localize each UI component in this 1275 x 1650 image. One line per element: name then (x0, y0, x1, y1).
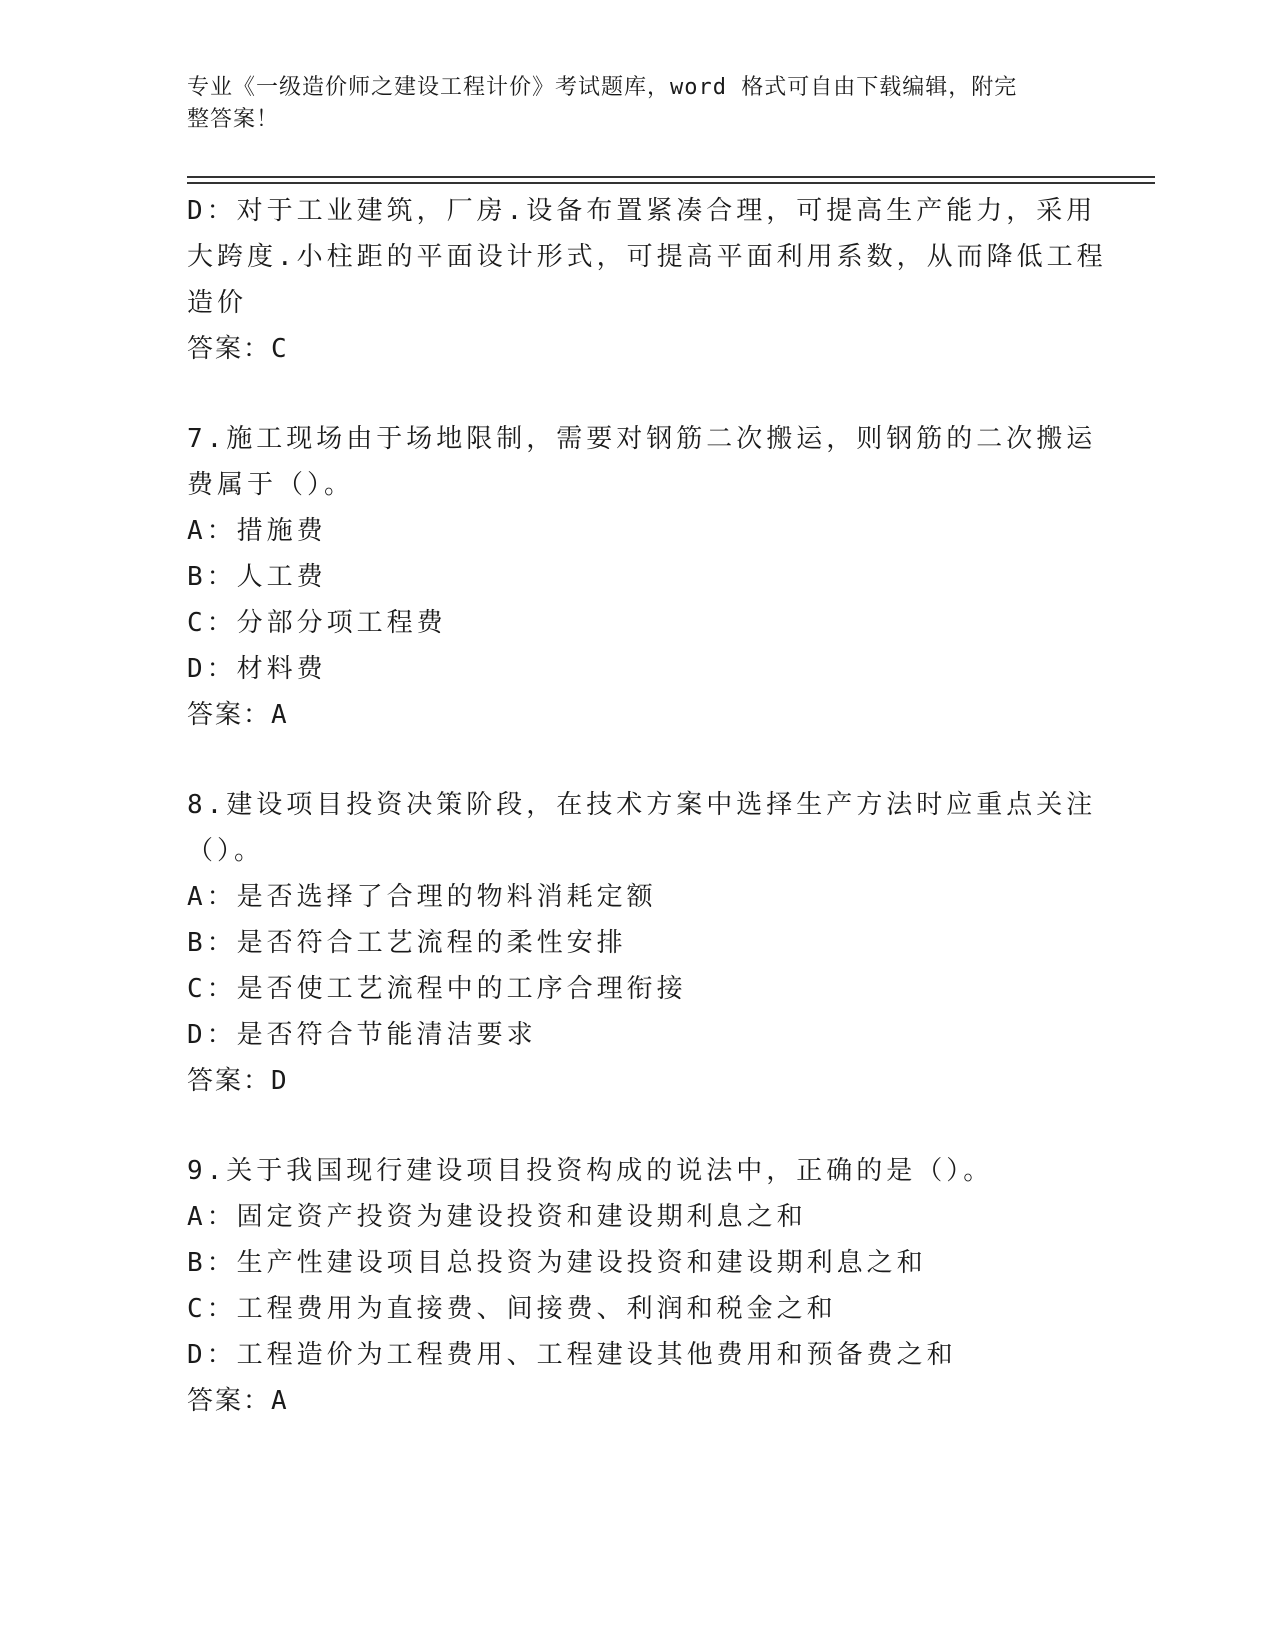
question-stem-line-1: 8.建设项目投资决策阶段，在技术方案中选择生产方法时应重点关注 (187, 790, 1097, 820)
option-d: D：工程造价为工程费用、工程建设其他费用和预备费之和 (187, 1340, 957, 1370)
question-stem-line-2: 费属于（）。 (187, 470, 355, 500)
answer-label: 答案：D (187, 1066, 289, 1096)
option-b: B：人工费 (187, 562, 327, 592)
question-block-8 (187, 782, 1097, 1104)
option-c: C：是否使工艺流程中的工序合理衔接 (187, 974, 687, 1004)
answer-label: 答案：A (187, 700, 289, 730)
header-rule-bottom (187, 182, 1155, 184)
option-d-line-1: D：对于工业建筑，厂房.设备布置紧凑合理，可提高生产能力，采用 (187, 196, 1097, 226)
header-line-2: 整答案！ (187, 107, 280, 132)
question-stem-line-2: （）。 (187, 836, 265, 866)
option-c: C：工程费用为直接费、间接费、利润和税金之和 (187, 1294, 837, 1324)
option-d: D：是否符合节能清洁要求 (187, 1020, 537, 1050)
option-d-line-2: 大跨度.小柱距的平面设计形式，可提高平面利用系数，从而降低工程 (187, 242, 1107, 272)
option-a: A：措施费 (187, 516, 327, 546)
header-line-1: 专业《一级造价师之建设工程计价》考试题库，word 格式可自由下载编辑，附完 (187, 75, 1018, 100)
question-stem-line-1: 9.关于我国现行建设项目投资构成的说法中，正确的是（）。 (187, 1156, 994, 1186)
question-block-7 (187, 416, 1097, 738)
option-b: B：生产性建设项目总投资为建设投资和建设期利息之和 (187, 1248, 927, 1278)
header-rule-top (187, 176, 1155, 178)
question-block-9 (187, 1148, 1087, 1424)
spacer (187, 372, 1087, 416)
question-content (187, 188, 1107, 1424)
option-b: B：是否符合工艺流程的柔性安排 (187, 928, 627, 958)
spacer (187, 738, 1087, 782)
question-block-6 (187, 188, 1107, 372)
option-d-line-3: 造价 (187, 288, 248, 318)
option-a: A：固定资产投资为建设投资和建设期利息之和 (187, 1202, 807, 1232)
question-stem-line-1: 7.施工现场由于场地限制，需要对钢筋二次搬运，则钢筋的二次搬运 (187, 424, 1097, 454)
answer-label: 答案：A (187, 1386, 289, 1416)
option-d: D：材料费 (187, 654, 327, 684)
answer-label: 答案：C (187, 334, 289, 364)
option-c: C：分部分项工程费 (187, 608, 447, 638)
spacer (187, 1104, 1087, 1148)
option-a: A：是否选择了合理的物料消耗定额 (187, 882, 657, 912)
page-header (187, 72, 1067, 136)
